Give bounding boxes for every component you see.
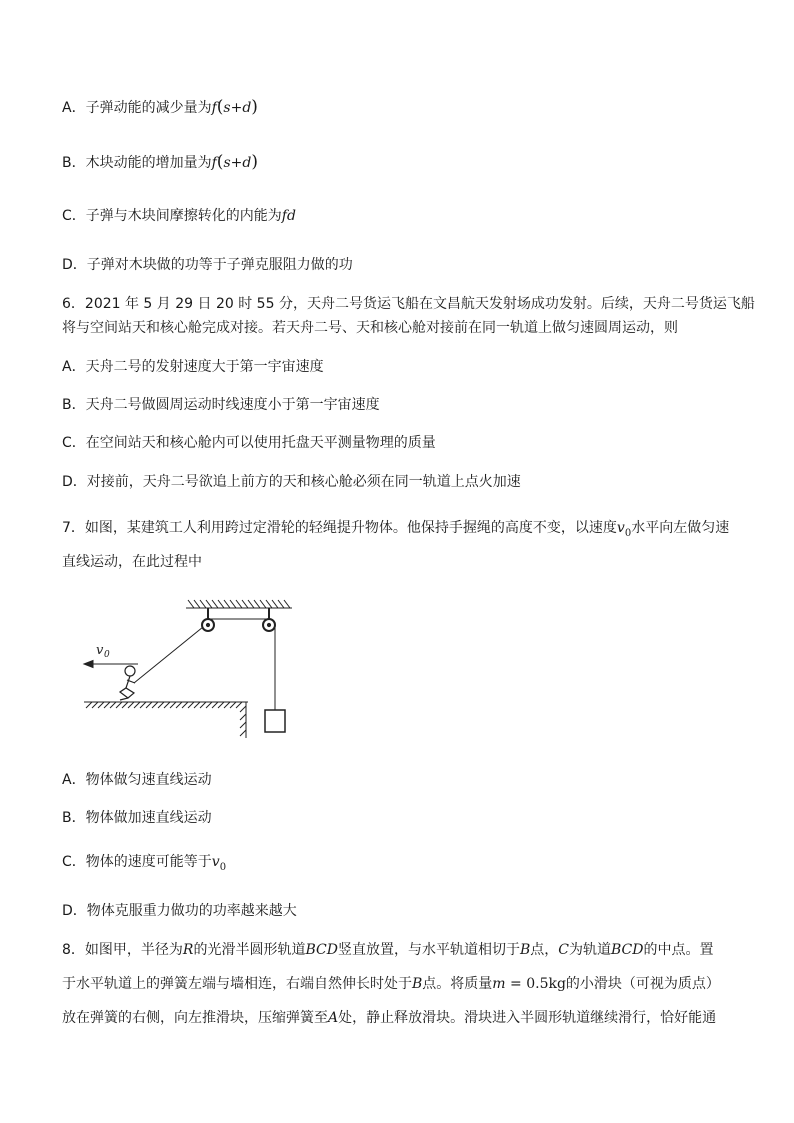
velocity-label: v — [96, 643, 104, 658]
math-b: B — [412, 976, 423, 992]
math-v: v — [616, 520, 625, 536]
math-r: R — [182, 942, 194, 958]
q7-stem-line2: 直线运动，在此过程中 — [62, 554, 202, 570]
stem-text: 点， — [530, 942, 559, 958]
math-expr: s+d — [223, 100, 252, 116]
math-a: A — [328, 1010, 339, 1026]
stem-text: 8．如图甲，半径为 — [62, 942, 183, 958]
q6-option-d: D．对接前，天舟二号欲追上前方的天和核心舱必须在同一轨道上点火加速 — [62, 474, 521, 490]
option-label: D． — [62, 257, 87, 273]
option-label: A． — [62, 100, 86, 116]
q8-stem-line2 — [62, 974, 720, 994]
q7-option-c — [62, 852, 226, 878]
option-text: 子弹对木块做的功等于子弹克服阻力做的功 — [86, 257, 353, 273]
stem-text: 7．如图，某建筑工人利用跨过定滑轮的轻绳提升物体。他保持手握绳的高度不变，以速度 — [62, 520, 617, 536]
pulley-figure — [80, 598, 300, 743]
math-c: C — [558, 942, 569, 958]
stem-text: 处，静止释放滑块。滑块进入半圆形轨道继续滑行，恰好能通 — [338, 1010, 717, 1026]
q6-option-b: B．天舟二号做圆周运动时线速度小于第一宇宙速度 — [62, 397, 380, 413]
math-b: B — [519, 942, 531, 958]
q5-option-c — [62, 206, 296, 226]
stem-text: 的小滑块（可视为质点） — [565, 976, 720, 992]
q5-option-d — [62, 255, 353, 275]
q7-option-d: D．物体克服重力做功的功率越来越大 — [62, 903, 297, 919]
option-label: B． — [62, 155, 86, 171]
stem-text: 竖直放置，与水平轨道相切于 — [337, 942, 520, 958]
option-text: 子弹与木块间摩擦转化的内能为 — [85, 208, 282, 224]
option-text: 木块动能的增加量为 — [85, 155, 212, 171]
math-bcd: BCD — [305, 942, 338, 958]
q5-option-b: B．木块动能的增加量为f(s+d) — [62, 152, 258, 172]
q6-stem-line1: 6．2021 年 5 月 29 日 20 时 55 分，天舟二号货运飞船在文昌航天发射场成功发射。后续，天舟二号货运飞船 — [62, 296, 755, 312]
math-expr: s+d — [223, 155, 252, 171]
q6-option-a: A．天舟二号的发射速度大于第一宇宙速度 — [62, 359, 324, 375]
stem-text: 的光滑半圆形轨道 — [193, 942, 306, 958]
stem-text: 于水平轨道上的弹簧左端与墙相连，右端自然伸长时处于 — [62, 976, 412, 992]
stem-text: 放在弹簧的右侧，向左推滑块，压缩弹簧至 — [62, 1010, 328, 1026]
ceiling-hatch — [186, 600, 292, 608]
math-f: f — [211, 155, 217, 171]
stem-text: 点。将质量 — [422, 976, 493, 992]
math-f: f — [211, 100, 217, 116]
q5-option-a: A．子弹动能的减少量为f(s+d) — [62, 97, 258, 117]
option-label: C． — [62, 208, 86, 224]
math-sub: 0 — [219, 861, 227, 873]
stem-text: 的中点。置 — [643, 942, 714, 958]
math-bcd: BCD — [610, 942, 644, 958]
math-sub: 0 — [624, 527, 632, 539]
worker-figure — [120, 666, 135, 700]
velocity-label-sub: 0 — [104, 650, 110, 660]
q6-option-c: C．在空间站天和核心舱内可以使用托盘天平测量物理的质量 — [62, 435, 436, 451]
math-v: v — [211, 854, 220, 870]
ground-hatch — [84, 702, 248, 738]
math-m: m — [492, 976, 506, 992]
stem-text: 为轨道 — [568, 942, 611, 958]
rope — [134, 619, 275, 710]
option-text: C．物体的速度可能等于 — [62, 854, 212, 870]
math-expr: fd — [281, 208, 296, 224]
option-text: 子弹动能的减少量为 — [85, 100, 212, 116]
q7-option-a: A．物体做匀速直线运动 — [62, 772, 212, 788]
math-mass-value: = 0.5kg — [505, 976, 566, 992]
q6-stem-line2: 将与空间站天和核心舱完成对接。若天舟二号、天和核心舱对接前在同一轨道上做匀速圆周运动，则 — [62, 320, 678, 336]
stem-text: 水平向左做匀速 — [631, 520, 730, 536]
q8-stem-line1 — [62, 940, 713, 960]
block — [265, 710, 285, 732]
q7-stem-line1 — [62, 518, 729, 544]
q7-option-b: B．物体做加速直线运动 — [62, 810, 212, 826]
q8-stem-line3 — [62, 1008, 716, 1028]
